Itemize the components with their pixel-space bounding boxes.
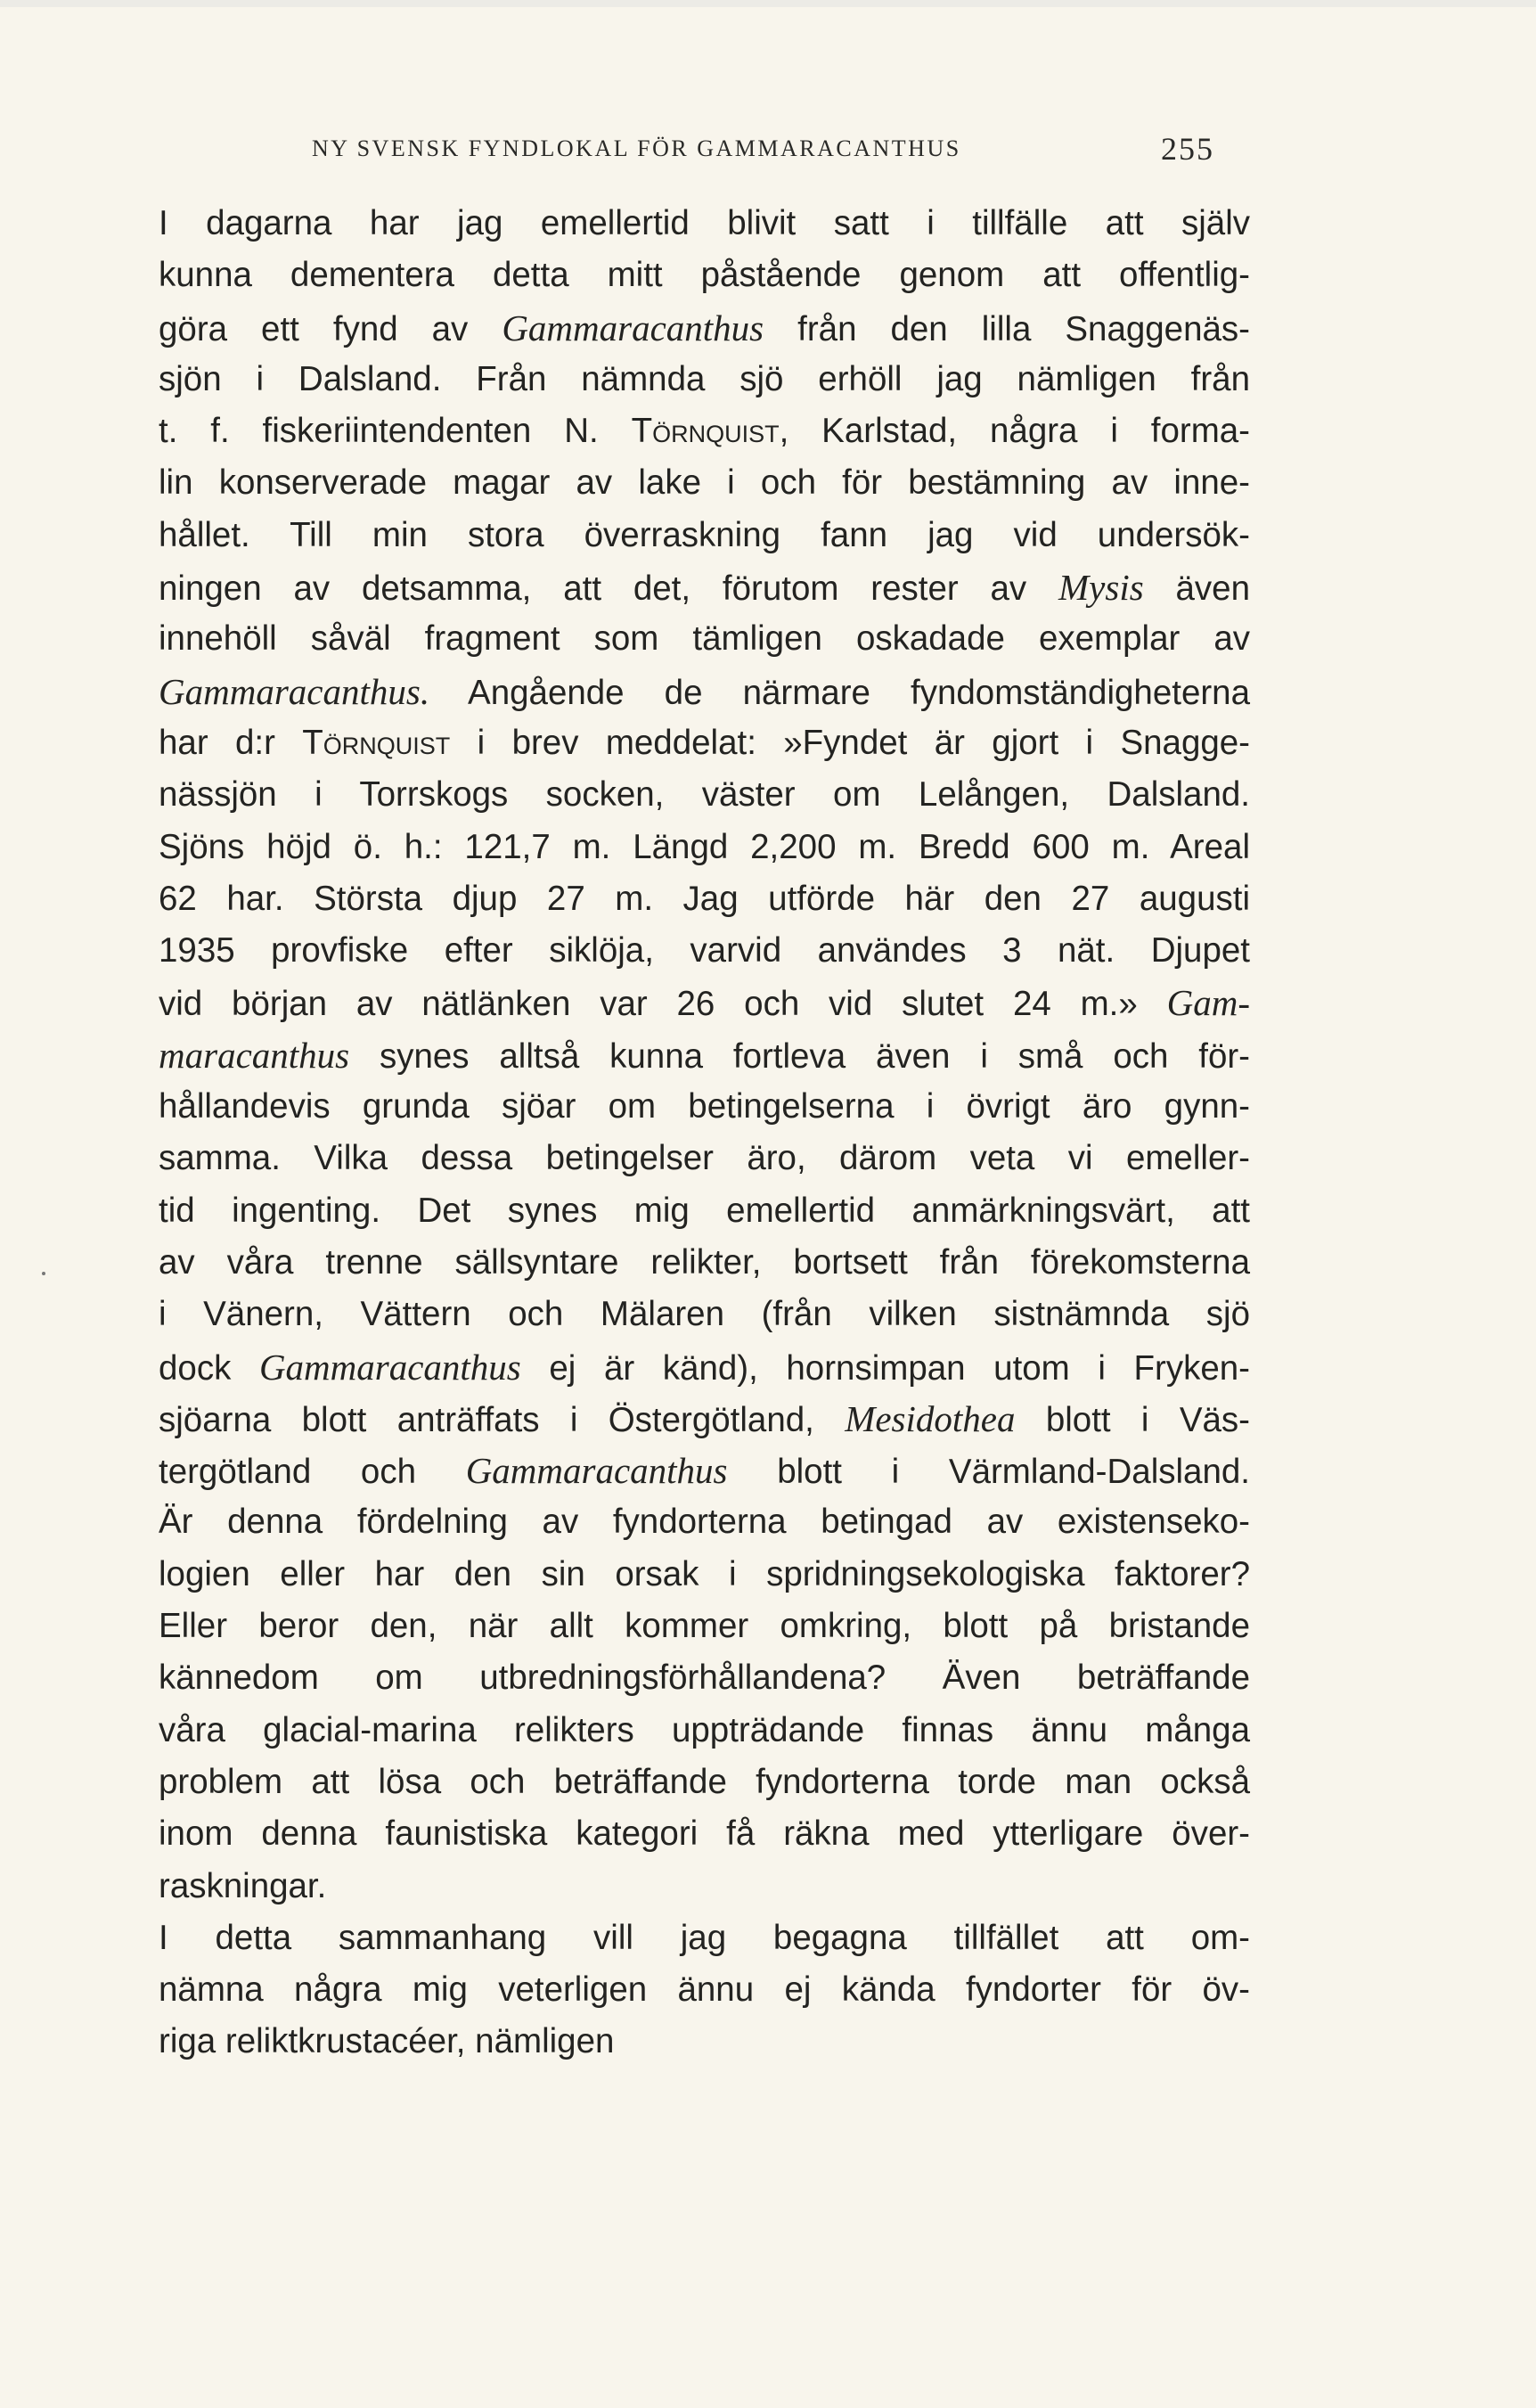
text-run: ningen av detsamma, att det, förutom rester av <box>159 569 1059 609</box>
page-number: 255 <box>1161 131 1214 167</box>
text-line <box>159 1029 1250 1081</box>
paragraph <box>159 1912 1250 2068</box>
text-run: Eller beror den, när allt kommer omkring, blott på bristande <box>159 1607 1250 1646</box>
text-run: nässjön i Torrskogs socken, väster om Lelången, Dalsland. <box>159 775 1250 815</box>
text-run: sjön i Dalsland. Från nämnda sjö erhöll jag nämligen från <box>159 359 1250 398</box>
text-run: göra ett fynd av <box>159 309 502 348</box>
italic-term: Gam- <box>1166 982 1250 1024</box>
text-line <box>159 405 1250 457</box>
text-run: problem att lösa och beträffande fyndorterna torde man också <box>159 1762 1250 1801</box>
text-line <box>159 1133 1250 1184</box>
text-run: raskningar. <box>159 1866 327 1905</box>
text-line <box>159 925 1250 977</box>
text-run: ej är känd), hornsimpan utom i Fryken- <box>520 1348 1250 1388</box>
text-line <box>159 1652 1250 1704</box>
text-run: Sjöns höjd ö. h.: 121,7 m. Längd 2,200 m. Bredd 600 m. Areal <box>159 827 1250 866</box>
italic-term: Gammaracanthus. <box>159 670 430 712</box>
text-line <box>159 717 1250 769</box>
text-run: I dagarna har jag emellertid blivit satt i tillfälle att själv <box>159 204 1250 242</box>
text-run: synes alltså kunna fortleva även i små och för- <box>349 1036 1250 1076</box>
text-line <box>159 510 1250 561</box>
text-run: 62 har. Största djup 27 m. Jag utförde här den 27 augusti <box>159 879 1250 918</box>
text-run: nämna några mig veterligen ännu ej kända fyndorter för öv- <box>159 1970 1250 2010</box>
text-run: våra glacial-marina relikters uppträdande finnas ännu många <box>159 1710 1250 1749</box>
text-run: blott i Väs- <box>1015 1400 1250 1439</box>
text-run: i Vänern, Vättern och Mälaren (från vilken sistnämnda sjö <box>159 1295 1250 1334</box>
text-run: t. f. fiskeriintendenten N. <box>159 412 632 451</box>
text-line <box>159 666 1250 717</box>
text-run: 1935 provfiske efter siklöja, varvid användes 3 nät. Djupet <box>159 931 1250 971</box>
text-line <box>159 1757 1250 1808</box>
text-run: kunna dementera detta mitt påstående genom att offentlig- <box>159 256 1250 295</box>
text-run: , Karlstad, några i forma- <box>779 412 1250 451</box>
text-line <box>159 1808 1250 1860</box>
text-line <box>159 1081 1250 1133</box>
print-speck <box>42 1272 45 1275</box>
italic-term: Gammaracanthus <box>258 1346 521 1388</box>
text-line <box>159 613 1250 665</box>
text-run: Angående de närmare fyndomständigheterna <box>429 673 1250 712</box>
text-line <box>159 1341 1250 1393</box>
text-run: tergötland och <box>159 1453 466 1492</box>
text-line <box>159 977 1250 1028</box>
text-run: kännedom om utbredningsförhållandena? Även beträffande <box>159 1659 1250 1698</box>
paragraph <box>159 198 1250 1912</box>
text-run: dock <box>159 1348 259 1388</box>
text-line <box>159 1496 1250 1548</box>
text-line <box>159 457 1250 509</box>
text-run: tid ingenting. Det synes mig emellertid anmärkningsvärt, att <box>159 1191 1250 1230</box>
italic-term: Mesidothea <box>845 1397 1016 1439</box>
page-top-edge <box>0 0 1536 7</box>
text-line <box>159 1705 1250 1757</box>
text-run: i brev meddelat: »Fyndet är gjort i Snagge- <box>450 723 1250 762</box>
italic-term: Gammaracanthus <box>465 1450 728 1492</box>
text-line <box>159 1185 1250 1237</box>
text-line <box>159 561 1250 613</box>
text-line <box>159 1861 1250 1912</box>
text-run: även <box>1143 569 1250 609</box>
text-line <box>159 822 1250 873</box>
text-run: blott i Värmland-Dalsland. <box>727 1453 1250 1492</box>
text-run: vid början av nätlänken var 26 och vid slutet 24 m.» <box>159 985 1167 1024</box>
text-line <box>159 1237 1250 1289</box>
running-head-title: NY SVENSK FYNDLOKAL FÖR GAMMARACANTHUS <box>312 135 961 161</box>
body-text <box>159 198 1250 2068</box>
text-line <box>159 198 1250 250</box>
text-line <box>159 1912 1250 1964</box>
text-run: av våra trenne sällsyntare relikter, bortsett från förekomsterna <box>159 1242 1250 1282</box>
text-run: innehöll såväl fragment som tämligen oskadade exemplar av <box>159 619 1250 659</box>
text-line <box>159 1393 1250 1445</box>
text-run: har d:r <box>159 723 303 762</box>
text-run: I detta sammanhang vill jag begagna tillfället att om- <box>159 1918 1250 1957</box>
text-line <box>159 1549 1250 1601</box>
text-line <box>159 302 1250 354</box>
text-run: från den lilla Snaggenäs- <box>764 309 1250 348</box>
text-line <box>159 1964 1250 2016</box>
text-line <box>159 1601 1250 1652</box>
italic-term: Mysis <box>1058 567 1144 609</box>
text-line <box>159 2016 1250 2068</box>
text-run: lin konserverade magar av lake i och för bestämning av inne- <box>159 463 1250 503</box>
text-line <box>159 250 1250 301</box>
text-run: hållandevis grunda sjöar om betingelserna i övrigt äro gynn- <box>159 1087 1250 1126</box>
text-run: hållet. Till min stora överraskning fann jag vid undersök- <box>159 515 1250 554</box>
italic-term: Gammaracanthus <box>502 307 764 348</box>
text-line <box>159 873 1250 925</box>
text-line <box>159 769 1250 821</box>
text-run: riga reliktkrustacéer, nämligen <box>159 2022 615 2061</box>
text-run: Är denna fördelning av fyndorterna betingad av existenseko- <box>159 1503 1250 1542</box>
text-run: samma. Vilka dessa betingelser äro, därom veta vi emeller- <box>159 1139 1250 1178</box>
text-run: sjöarna blott anträffats i Östergötland, <box>159 1400 846 1439</box>
text-line <box>159 1445 1250 1496</box>
small-caps-name: Törnquist <box>302 723 451 762</box>
italic-term: maracanthus <box>159 1034 350 1076</box>
text-run: logien eller har den sin orsak i spridningsekologiska faktorer? <box>159 1554 1250 1593</box>
text-line <box>159 354 1250 405</box>
text-run: inom denna faunistiska kategori få räkna med ytterligare över- <box>159 1814 1250 1854</box>
text-line <box>159 1289 1250 1340</box>
small-caps-name: Törnquist <box>631 412 780 451</box>
